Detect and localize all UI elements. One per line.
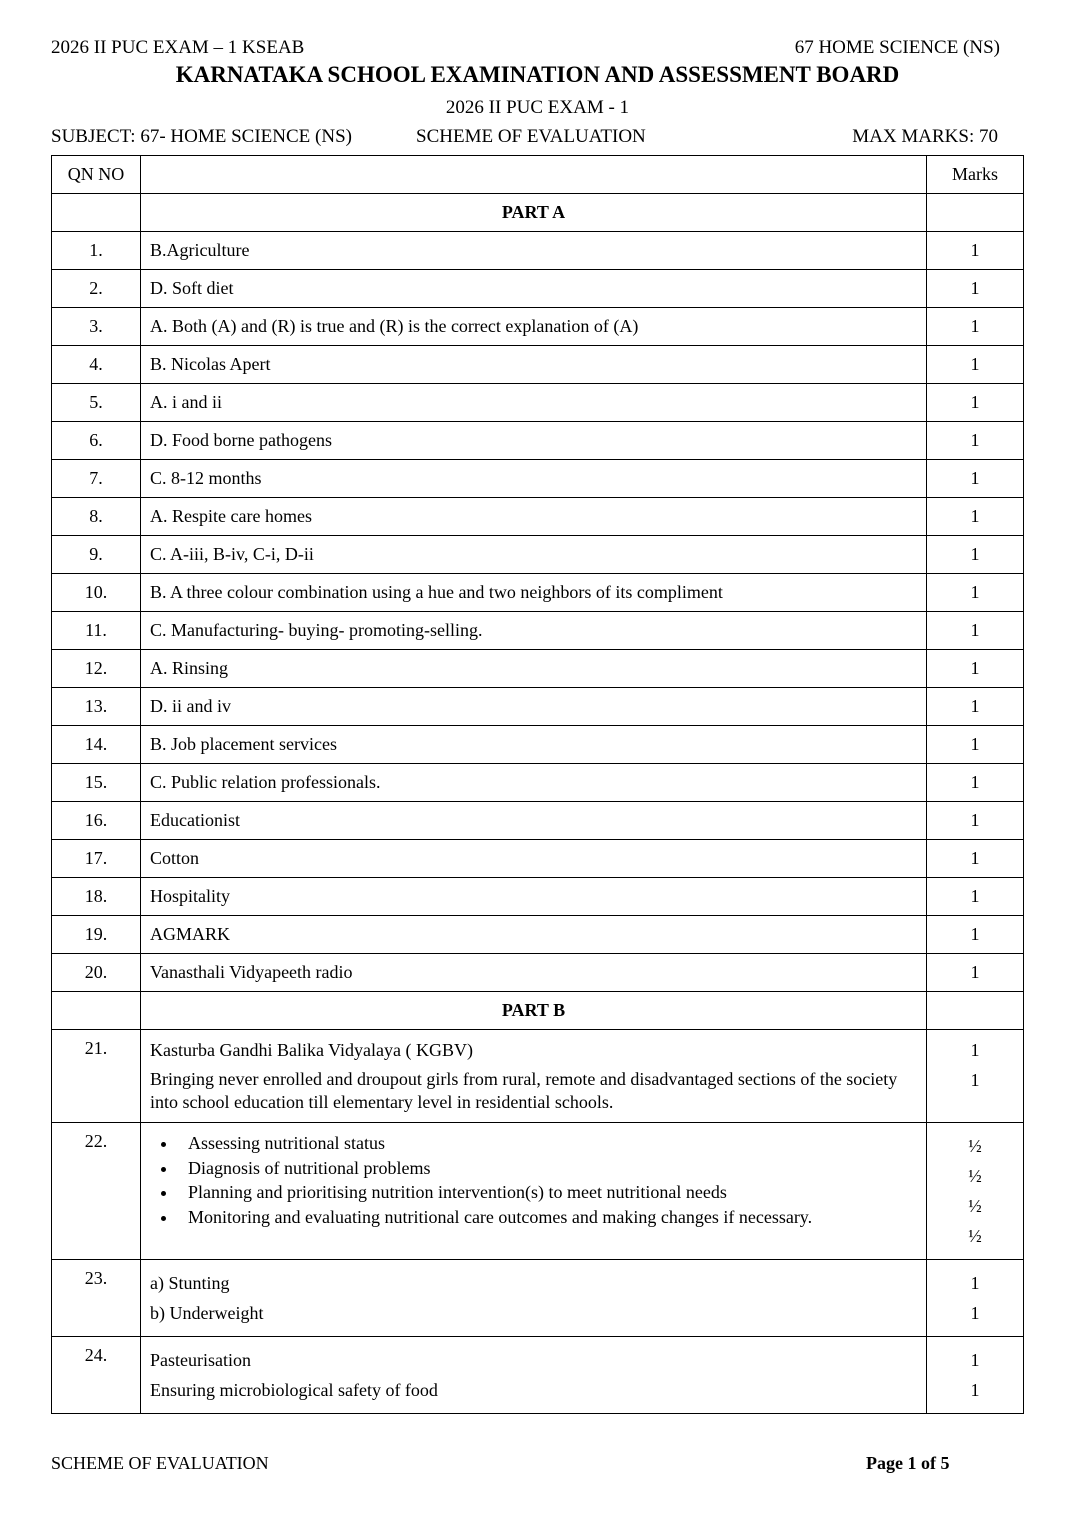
marks-cell: 1	[927, 802, 1024, 840]
answer-cell: C. 8-12 months	[141, 460, 927, 498]
header-exam-label: 2026 II PUC EXAM – 1 KSEAB	[51, 37, 305, 58]
marks-cell: 1	[927, 650, 1024, 688]
marks-cell: 1	[927, 764, 1024, 802]
marks-cell: 1 1	[927, 1337, 1024, 1414]
question-number: 12.	[52, 650, 141, 688]
marks-cell: 1	[927, 840, 1024, 878]
marks-cell: 1	[927, 232, 1024, 270]
question-number: 23.	[52, 1260, 141, 1337]
question-row	[52, 688, 1024, 726]
answer-cell: B. A three colour combination using a hue and two neighbors of its compliment	[141, 574, 927, 612]
marks-cell: 1	[927, 688, 1024, 726]
marks-cell: 1	[927, 346, 1024, 384]
question-number: 22.	[52, 1123, 141, 1260]
marks-cell: 1	[927, 916, 1024, 954]
marks-cell: ½ ½ ½ ½	[927, 1123, 1024, 1260]
page-total: 5	[940, 1453, 950, 1473]
footer-scheme-label: SCHEME OF EVALUATION	[51, 1453, 269, 1473]
answer-cell: B.Agriculture	[141, 232, 927, 270]
question-number: 10.	[52, 574, 141, 612]
marks-cell: 1	[927, 536, 1024, 574]
part-a-heading: PART A	[141, 194, 927, 232]
board-title: KARNATAKA SCHOOL EXAMINATION AND ASSESSMENT BOARD	[175, 62, 900, 87]
part-b-row	[52, 992, 1024, 1030]
question-row	[52, 802, 1024, 840]
answer-cell: A. Rinsing	[141, 650, 927, 688]
question-row	[52, 840, 1024, 878]
answer-cell: A. Respite care homes	[141, 498, 927, 536]
question-number: 11.	[52, 612, 141, 650]
answer-cell: D. Soft diet	[141, 270, 927, 308]
marks-cell: 1	[927, 726, 1024, 764]
answer-line: b) Underweight	[150, 1303, 264, 1323]
marks-cell: 1	[927, 954, 1024, 992]
answer-cell	[141, 1030, 927, 1123]
scheme-label: SCHEME OF EVALUATION	[416, 126, 646, 147]
question-row	[52, 308, 1024, 346]
answer-line: Bringing never enrolled and droupout girls from rural, remote and disadvantaged sections of the society into school education till elementary level in residential schools.	[150, 1069, 898, 1112]
bullet-item: • Planning and prioritising nutrition intervention(s) to meet nutritional needs	[178, 1180, 917, 1205]
answer-line: Pasteurisation	[150, 1350, 251, 1370]
question-row-21	[52, 1030, 1024, 1123]
question-row	[52, 270, 1024, 308]
bullet-item: • Monitoring and evaluating nutritional care outcomes and making changes if necessary.	[178, 1205, 917, 1230]
question-row	[52, 726, 1024, 764]
question-row-23	[52, 1260, 1024, 1337]
question-row	[52, 536, 1024, 574]
page-indicator: Page 1 of 5	[866, 1453, 950, 1473]
marks-cell: 1	[927, 878, 1024, 916]
page-number: 1	[907, 1453, 917, 1473]
part-b-heading: PART B	[141, 992, 927, 1030]
answer-cell: C. A-iii, B-iv, C-i, D-ii	[141, 536, 927, 574]
header-subject-code: 67 HOME SCIENCE (NS)	[794, 37, 1000, 58]
marks-cell: 1	[927, 308, 1024, 346]
answer-cell: A. i and ii	[141, 384, 927, 422]
question-number: 21.	[52, 1030, 141, 1123]
answer-line: Ensuring microbiological safety of food	[150, 1380, 438, 1400]
question-number: 8.	[52, 498, 141, 536]
marks-cell: 1	[927, 498, 1024, 536]
answer-cell	[141, 1337, 927, 1414]
answer-cell: Cotton	[141, 840, 927, 878]
question-number: 16.	[52, 802, 141, 840]
column-header-qn: QN NO	[52, 156, 141, 194]
answer-cell: A. Both (A) and (R) is true and (R) is the correct explanation of (A)	[141, 308, 927, 346]
max-marks-label: MAX MARKS: 70	[852, 126, 998, 147]
question-row	[52, 954, 1024, 992]
question-row-24	[52, 1337, 1024, 1414]
question-number: 15.	[52, 764, 141, 802]
answer-cell	[141, 1123, 927, 1260]
answer-bullet-list	[150, 1131, 917, 1229]
marks-cell: 1 1	[927, 1030, 1024, 1123]
subject-label: SUBJECT: 67- HOME SCIENCE (NS)	[51, 126, 352, 147]
marks-cell: 1	[927, 612, 1024, 650]
answer-cell: D. ii and iv	[141, 688, 927, 726]
question-row	[52, 384, 1024, 422]
question-row	[52, 764, 1024, 802]
answer-cell: B. Nicolas Apert	[141, 346, 927, 384]
question-number: 2.	[52, 270, 141, 308]
question-number: 24.	[52, 1337, 141, 1414]
question-row	[52, 612, 1024, 650]
column-header-marks: Marks	[927, 156, 1024, 194]
question-number: 3.	[52, 308, 141, 346]
question-row	[52, 346, 1024, 384]
answer-line: a) Stunting	[150, 1273, 230, 1293]
question-row	[52, 460, 1024, 498]
marks-cell: 1	[927, 270, 1024, 308]
question-number: 4.	[52, 346, 141, 384]
answer-cell: D. Food borne pathogens	[141, 422, 927, 460]
marks-cell: 1	[927, 574, 1024, 612]
answer-line: Kasturba Gandhi Balika Vidyalaya ( KGBV)	[150, 1040, 474, 1060]
part-a-row	[52, 194, 1024, 232]
answer-cell: B. Job placement services	[141, 726, 927, 764]
answer-cell	[141, 1260, 927, 1337]
question-row-22	[52, 1123, 1024, 1260]
question-row	[52, 498, 1024, 536]
exam-title: 2026 II PUC EXAM - 1	[445, 97, 630, 118]
answer-cell: Vanasthali Vidyapeeth radio	[141, 954, 927, 992]
answer-cell: C. Public relation professionals.	[141, 764, 927, 802]
question-number: 1.	[52, 232, 141, 270]
column-header-answer	[141, 156, 927, 194]
question-number: 20.	[52, 954, 141, 992]
evaluation-table	[51, 155, 1024, 1414]
marks-cell: 1	[927, 384, 1024, 422]
question-number: 19.	[52, 916, 141, 954]
question-number: 6.	[52, 422, 141, 460]
question-number: 18.	[52, 878, 141, 916]
marks-cell: 1	[927, 460, 1024, 498]
question-row	[52, 878, 1024, 916]
question-row	[52, 422, 1024, 460]
answer-cell: AGMARK	[141, 916, 927, 954]
question-row	[52, 650, 1024, 688]
question-number: 7.	[52, 460, 141, 498]
marks-cell: 1	[927, 422, 1024, 460]
bullet-item: • Diagnosis of nutritional problems	[178, 1156, 917, 1181]
answer-cell: Hospitality	[141, 878, 927, 916]
question-row	[52, 916, 1024, 954]
question-row	[52, 574, 1024, 612]
question-number: 9.	[52, 536, 141, 574]
question-row	[52, 232, 1024, 270]
question-number: 17.	[52, 840, 141, 878]
answer-cell: C. Manufacturing- buying- promoting-selling.	[141, 612, 927, 650]
question-number: 14.	[52, 726, 141, 764]
answer-cell: Educationist	[141, 802, 927, 840]
question-number: 13.	[52, 688, 141, 726]
question-number: 5.	[52, 384, 141, 422]
bullet-item: • Assessing nutritional status	[178, 1131, 917, 1156]
table-header-row	[52, 156, 1024, 194]
marks-cell: 1 1	[927, 1260, 1024, 1337]
